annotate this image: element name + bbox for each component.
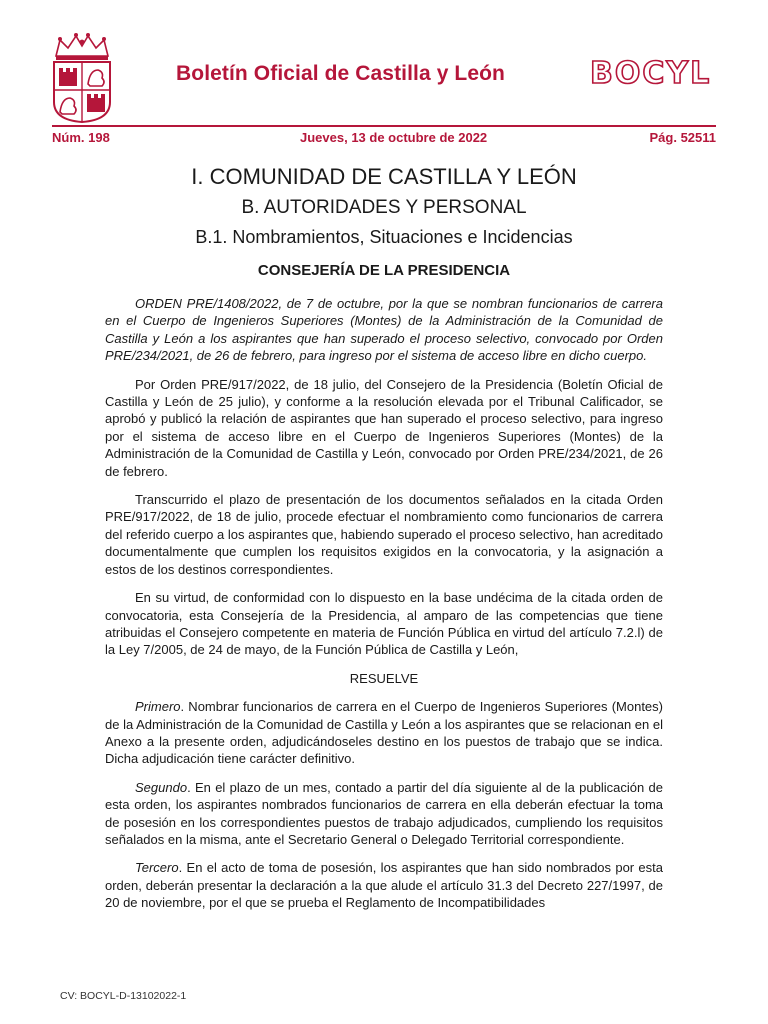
article-primero-label: Primero — [135, 699, 181, 715]
article-tercero — [105, 859, 663, 911]
subsection-heading: B. AUTORIDADES Y PERSONAL — [241, 197, 527, 218]
article-primero-text: . Nombrar funcionarios de carrera en el Cuerpo de Ingenieros Superiores (Montes) de la Administración de la Comunidad de Castilla y León a los aspirantes que se relacionan en el Anexo a la presente orden, adjudicándoseles destino en los puestos de trabajo que se indica. Dicha adjudicación tiene carácter definitivo. — [105, 699, 663, 767]
header-divider — [52, 125, 716, 127]
resuelve-heading: RESUELVE — [349, 670, 419, 686]
article-segundo-text: . En el plazo de un mes, contado a partir del día siguiente al de la publicación de esta orden, los aspirantes nombrados funcionarios de carrera en ella deberán efectuar la toma de posesión en los correspondientes puestos de trabajo adjudicados, cumpliendo los requisitos señalados en la misma, ante el Secretario General o Delegado Territorial correspondiente. — [105, 779, 663, 847]
section-heading: I. COMUNIDAD DE CASTILLA Y LEÓN — [191, 164, 577, 189]
coat-of-arms-logo — [46, 32, 118, 124]
paragraph-1: Por Orden PRE/917/2022, de 18 julio, del Consejero de la Presidencia (Boletín Oficial de Castilla y León de 25 julio), y conforme a la resolución elevada por el Tribunal Calificador, se aprobó y publicó la relación de aspirantes que han superado el proceso selectivo, para ingreso por el sistema de acceso libre en el Cuerpo de Ingenieros Superiores (Montes) de la Administración de la Comunidad de Castilla y León, convocado por Orden PRE/234/2021, de 26 de febrero. — [105, 376, 663, 479]
cv-code: CV: BOCYL-D-13102022-1 — [60, 990, 187, 1002]
article-segundo — [105, 779, 663, 849]
paragraph-2: Transcurrido el plazo de presentación de los documentos señalados en la citada Orden PRE/917/2022, de 18 de julio, procede efectuar el nombramiento como funcionarios de carrera del referido cuerpo a los aspirantes que, habiendo superado el proceso selectivo, han acreditado documentalmente que cumplen los requisitos exigidos en la convocatoria, y la asignación a estos de los destinos correspondientes. — [105, 492, 663, 577]
issue-date: Jueves, 13 de octubre de 2022 — [300, 130, 488, 145]
order-summary: ORDEN PRE/1408/2022, de 7 de octubre, por la que se nombran funcionarios de carrera en el Cuerpo de Ingenieros Superiores (Montes) de la Administración de la Comunidad de Castilla y León a los aspirantes que han superado el proceso selectivo, convocado por Orden PRE/234/2021, de 26 de febrero, para ingreso por el sistema de acceso libre en dicho cuerpo. — [105, 296, 663, 364]
article-tercero-text: . En el acto de toma de posesión, los aspirantes que han sido nombrados por esta orden, deberán presentar la declaración a la que alude el artículo 31.3 del Decreto 227/1997, de 20 de noviembre, por el que se prueba el Reglamento de Incompatibilidades — [105, 860, 663, 911]
bocyl-logo: BOCYL — [590, 56, 712, 91]
paragraph-3: En su virtud, de conformidad con lo dispuesto en la base undécima de la citada orden de convocatoria, esta Consejería de la Presidencia, al amparo de las competencias que tiene atribuidas el Consejero competente en materia de Función Pública en virtud del artículo 7.2.l) de la Ley 7/2005, de 24 de mayo, de la Función Pública de Castilla y León, — [105, 590, 663, 658]
article-primero — [105, 698, 663, 768]
category-heading: B.1. Nombramientos, Situaciones e Incidencias — [195, 227, 573, 247]
page-number: Pág. 52511 — [649, 130, 716, 145]
article-tercero-label: Tercero — [135, 860, 179, 876]
document-body — [105, 295, 663, 923]
issue-number: Núm. 198 — [52, 130, 110, 145]
article-segundo-label: Segundo — [135, 779, 188, 795]
department-heading: CONSEJERÍA DE LA PRESIDENCIA — [257, 262, 511, 279]
bulletin-title: Boletín Oficial de Castilla y León — [176, 62, 505, 85]
